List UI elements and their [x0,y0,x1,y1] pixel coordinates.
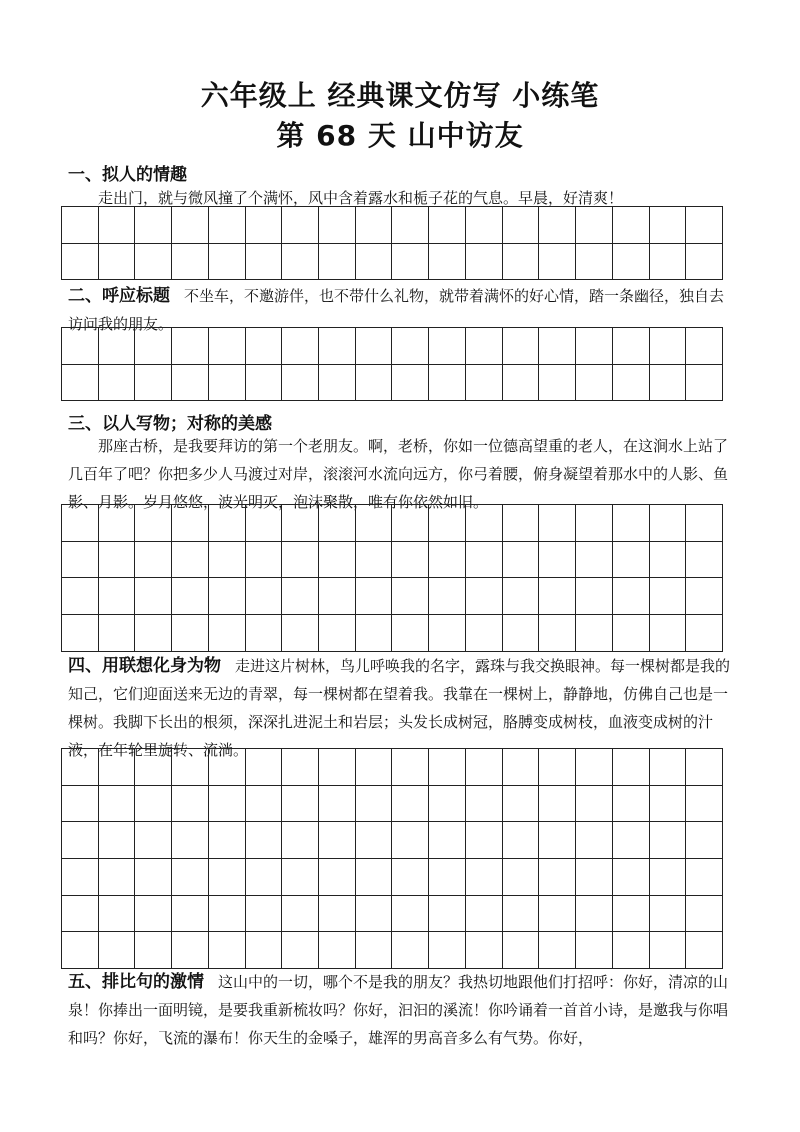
grid-cell[interactable] [172,615,209,652]
grid-cell[interactable] [613,505,650,542]
grid-cell[interactable] [429,365,466,402]
grid-cell[interactable] [503,615,540,652]
grid-cell[interactable] [429,207,466,244]
grid-cell[interactable] [209,932,246,969]
grid-cell[interactable] [466,822,503,859]
grid-cell[interactable] [686,932,723,969]
grid-cell[interactable] [135,244,172,281]
grid-cell[interactable] [539,207,576,244]
writing-grid-2[interactable] [61,327,723,401]
grid-cell[interactable] [135,365,172,402]
grid-cell[interactable] [356,207,393,244]
grid-cell[interactable] [62,896,99,933]
grid-cell[interactable] [503,932,540,969]
grid-cell[interactable] [503,859,540,896]
grid-cell[interactable] [282,244,319,281]
grid-cell[interactable] [319,207,356,244]
grid-cell[interactable] [576,328,613,365]
grid-cell[interactable] [282,932,319,969]
grid-cell[interactable] [282,859,319,896]
grid-cell[interactable] [209,896,246,933]
grid-cell[interactable] [135,749,172,786]
grid-cell[interactable] [686,328,723,365]
grid-cell[interactable] [282,505,319,542]
grid-cell[interactable] [429,542,466,579]
grid-cell[interactable] [356,244,393,281]
grid-cell[interactable] [613,786,650,823]
grid-cell[interactable] [466,244,503,281]
grid-cell[interactable] [319,244,356,281]
grid-cell[interactable] [686,505,723,542]
grid-cell[interactable] [503,365,540,402]
grid-cell[interactable] [503,896,540,933]
grid-cell[interactable] [319,932,356,969]
section-5-text: 这山中的一切，哪个不是我的朋友？我热切地跟他们打招呼：你好，清凉的山泉！你捧出一面明镜，是要我重新梳妆吗？你好，汩汩的溪流！你吟诵着一首首小诗，是邀我与你唱和吗？你好，飞流的瀑布！你天生的金嗓子，雄浑的男高音多么有气势。你好， [68,973,729,1047]
grid-cell[interactable] [99,615,136,652]
grid-cell[interactable] [99,578,136,615]
grid-cell[interactable] [282,615,319,652]
grid-cell[interactable] [466,786,503,823]
section-4-text: 走进这片树林，鸟儿呼唤我的名字，露珠与我交换眼神。每一棵树都是我的知己，它们迎面送来无边的青翠，每一棵树都在望着我。我靠在一棵树上，静静地，仿佛自己也是一棵树。我脚下长出的根须，深深扎进泥土和岩层；头发长成树冠，胳膊变成树枝，血液变成树的汁液，在年轮里旋转、流淌。 [68,657,731,759]
grid-cell[interactable] [62,505,99,542]
grid-cell[interactable] [356,615,393,652]
grid-cell[interactable] [319,578,356,615]
grid-cell[interactable] [539,365,576,402]
grid-cell[interactable] [539,786,576,823]
grid-cell[interactable] [209,365,246,402]
grid-cell[interactable] [613,859,650,896]
grid-cell[interactable] [576,244,613,281]
writing-grid-4[interactable] [61,748,723,969]
grid-cell[interactable] [539,859,576,896]
grid-cell[interactable] [62,365,99,402]
grid-cell[interactable] [319,822,356,859]
grid-cell[interactable] [503,749,540,786]
grid-cell[interactable] [282,749,319,786]
grid-cell[interactable] [99,859,136,896]
grid-cell[interactable] [62,615,99,652]
grid-cell[interactable] [62,786,99,823]
grid-cell[interactable] [209,859,246,896]
grid-cell[interactable] [466,328,503,365]
grid-cell[interactable] [172,328,209,365]
grid-cell[interactable] [392,786,429,823]
grid-cell[interactable] [246,207,283,244]
grid-cell[interactable] [172,505,209,542]
grid-cell[interactable] [99,244,136,281]
grid-cell[interactable] [576,542,613,579]
grid-cell[interactable] [650,822,687,859]
grid-cell[interactable] [356,786,393,823]
grid-cell[interactable] [356,932,393,969]
grid-cell[interactable] [356,859,393,896]
grid-cell[interactable] [392,328,429,365]
grid-cell[interactable] [539,505,576,542]
grid-cell[interactable] [246,244,283,281]
grid-cell[interactable] [503,578,540,615]
grid-cell[interactable] [686,365,723,402]
grid-cell[interactable] [613,749,650,786]
grid-cell[interactable] [319,542,356,579]
grid-cell[interactable] [135,505,172,542]
grid-cell[interactable] [429,822,466,859]
grid-cell[interactable] [319,328,356,365]
grid-cell[interactable] [246,822,283,859]
grid-cell[interactable] [246,328,283,365]
grid-cell[interactable] [466,749,503,786]
grid-cell[interactable] [650,328,687,365]
grid-cell[interactable] [99,896,136,933]
grid-cell[interactable] [209,615,246,652]
grid-cell[interactable] [392,207,429,244]
grid-cell[interactable] [503,328,540,365]
grid-cell[interactable] [172,896,209,933]
grid-cell[interactable] [503,786,540,823]
grid-cell[interactable] [319,786,356,823]
grid-cell[interactable] [99,505,136,542]
grid-cell[interactable] [539,822,576,859]
grid-cell[interactable] [209,749,246,786]
grid-cell[interactable] [319,896,356,933]
grid-cell[interactable] [613,822,650,859]
grid-cell[interactable] [576,578,613,615]
grid-cell[interactable] [613,542,650,579]
section-2-text: 不坐车，不邀游伴，也不带什么礼物，就带着满怀的好心情，踏一条幽径，独自去访问我的朋友。 [68,287,725,333]
grid-cell[interactable] [466,542,503,579]
grid-cell[interactable] [650,615,687,652]
grid-cell[interactable] [209,505,246,542]
grid-cell[interactable] [650,749,687,786]
grid-cell[interactable] [246,578,283,615]
grid-cell[interactable] [99,365,136,402]
grid-cell[interactable] [392,615,429,652]
grid-cell[interactable] [686,749,723,786]
grid-cell[interactable] [392,365,429,402]
grid-cell[interactable] [576,749,613,786]
grid-cell[interactable] [99,207,136,244]
grid-cell[interactable] [356,749,393,786]
grid-cell[interactable] [466,365,503,402]
grid-cell[interactable] [209,786,246,823]
grid-cell[interactable] [62,542,99,579]
grid-cell[interactable] [172,207,209,244]
grid-cell[interactable] [282,542,319,579]
grid-cell[interactable] [282,786,319,823]
grid-cell[interactable] [650,207,687,244]
grid-cell[interactable] [209,244,246,281]
grid-cell[interactable] [319,615,356,652]
grid-cell[interactable] [466,578,503,615]
grid-cell[interactable] [246,749,283,786]
grid-cell[interactable] [356,365,393,402]
grid-cell[interactable] [613,244,650,281]
grid-cell[interactable] [246,896,283,933]
grid-cell[interactable] [429,615,466,652]
grid-cell[interactable] [686,822,723,859]
grid-cell[interactable] [613,896,650,933]
grid-cell[interactable] [172,932,209,969]
grid-cell[interactable] [576,932,613,969]
grid-cell[interactable] [686,542,723,579]
grid-cell[interactable] [319,505,356,542]
grid-cell[interactable] [429,749,466,786]
grid-cell[interactable] [576,822,613,859]
section-4-heading: 四、用联想化身为物 [68,656,221,676]
grid-cell[interactable] [135,615,172,652]
grid-cell[interactable] [539,615,576,652]
grid-cell[interactable] [466,615,503,652]
grid-cell[interactable] [282,207,319,244]
grid-cell[interactable] [135,328,172,365]
grid-cell[interactable] [576,615,613,652]
grid-cell[interactable] [576,207,613,244]
grid-cell[interactable] [613,615,650,652]
grid-cell[interactable] [466,505,503,542]
grid-cell[interactable] [392,749,429,786]
grid-cell[interactable] [62,207,99,244]
grid-cell[interactable] [209,822,246,859]
grid-cell[interactable] [319,749,356,786]
grid-cell[interactable] [209,328,246,365]
grid-cell[interactable] [356,542,393,579]
grid-cell[interactable] [172,244,209,281]
grid-cell[interactable] [99,932,136,969]
grid-cell[interactable] [686,896,723,933]
grid-cell[interactable] [392,505,429,542]
grid-cell[interactable] [429,505,466,542]
grid-cell[interactable] [466,207,503,244]
grid-cell[interactable] [650,786,687,823]
grid-cell[interactable] [429,896,466,933]
grid-cell[interactable] [62,749,99,786]
grid-cell[interactable] [282,365,319,402]
grid-cell[interactable] [539,328,576,365]
grid-cell[interactable] [503,244,540,281]
grid-cell[interactable] [613,328,650,365]
grid-cell[interactable] [209,207,246,244]
grid-cell[interactable] [686,578,723,615]
grid-cell[interactable] [429,328,466,365]
grid-cell[interactable] [209,542,246,579]
grid-cell[interactable] [576,859,613,896]
grid-cell[interactable] [135,578,172,615]
grid-cell[interactable] [466,932,503,969]
worksheet-subtitle: 第 68 天 山中访友 [276,119,524,152]
grid-cell[interactable] [62,822,99,859]
grid-cell[interactable] [686,207,723,244]
grid-cell[interactable] [356,505,393,542]
section-1-text: 走出门，就与微风撞了个满怀，风中含着露水和栀子花的气息。早晨，好清爽！ [98,189,624,207]
grid-cell[interactable] [99,822,136,859]
grid-cell[interactable] [356,578,393,615]
grid-cell[interactable] [172,749,209,786]
grid-cell[interactable] [503,542,540,579]
grid-cell[interactable] [99,786,136,823]
grid-cell[interactable] [503,207,540,244]
grid-cell[interactable] [392,822,429,859]
grid-cell[interactable] [135,896,172,933]
grid-cell[interactable] [503,822,540,859]
grid-cell[interactable] [62,328,99,365]
grid-cell[interactable] [356,328,393,365]
grid-cell[interactable] [356,822,393,859]
grid-cell[interactable] [135,859,172,896]
grid-cell[interactable] [62,932,99,969]
grid-cell[interactable] [246,505,283,542]
grid-cell[interactable] [686,615,723,652]
grid-cell[interactable] [246,786,283,823]
grid-cell[interactable] [135,207,172,244]
grid-cell[interactable] [429,578,466,615]
grid-cell[interactable] [172,365,209,402]
grid-cell[interactable] [576,896,613,933]
grid-cell[interactable] [246,932,283,969]
grid-cell[interactable] [62,578,99,615]
grid-cell[interactable] [392,244,429,281]
grid-cell[interactable] [392,542,429,579]
grid-cell[interactable] [686,859,723,896]
grid-cell[interactable] [356,896,393,933]
grid-cell[interactable] [650,542,687,579]
grid-cell[interactable] [429,786,466,823]
grid-cell[interactable] [282,896,319,933]
grid-cell[interactable] [466,896,503,933]
grid-cell[interactable] [613,578,650,615]
grid-cell[interactable] [650,578,687,615]
grid-cell[interactable] [135,932,172,969]
section-3-text: 那座古桥，是我要拜访的第一个老朋友。啊，老桥，你如一位德高望重的老人，在这涧水上站了几百年了吧？你把多少人马渡过对岸，滚滚河水流向远方，你弓着腰，俯身凝望着那水中的人影、鱼影、月影。岁月悠悠，波光明灭，泡沫聚散，唯有你依然如旧。 [68,437,729,511]
grid-cell[interactable] [539,932,576,969]
grid-cell[interactable] [172,578,209,615]
grid-cell[interactable] [539,896,576,933]
grid-cell[interactable] [539,244,576,281]
grid-cell[interactable] [650,244,687,281]
grid-cell[interactable] [246,542,283,579]
worksheet-title: 六年级上 经典课文仿写 小练笔 [200,79,600,112]
grid-cell[interactable] [172,859,209,896]
section-5-heading: 五、排比句的激情 [68,972,204,992]
grid-cell[interactable] [613,365,650,402]
grid-cell[interactable] [650,896,687,933]
grid-cell[interactable] [503,505,540,542]
writing-grid-1[interactable] [61,206,723,280]
section-3-heading: 三、以人写物；对称的美感 [68,414,272,434]
grid-cell[interactable] [172,786,209,823]
grid-cell[interactable] [576,365,613,402]
grid-cell[interactable] [539,578,576,615]
grid-cell[interactable] [62,859,99,896]
grid-cell[interactable] [282,328,319,365]
grid-cell[interactable] [62,244,99,281]
grid-cell[interactable] [172,822,209,859]
grid-cell[interactable] [392,859,429,896]
grid-cell[interactable] [392,578,429,615]
grid-cell[interactable] [246,615,283,652]
grid-cell[interactable] [135,822,172,859]
grid-cell[interactable] [319,365,356,402]
grid-cell[interactable] [99,542,136,579]
grid-cell[interactable] [650,365,687,402]
grid-cell[interactable] [209,578,246,615]
grid-cell[interactable] [539,542,576,579]
grid-cell[interactable] [613,207,650,244]
grid-cell[interactable] [246,365,283,402]
grid-cell[interactable] [613,932,650,969]
grid-cell[interactable] [172,542,209,579]
grid-cell[interactable] [650,505,687,542]
grid-cell[interactable] [429,244,466,281]
section-2-heading: 二、呼应标题 [68,286,170,306]
grid-cell[interactable] [246,859,283,896]
grid-cell[interactable] [319,859,356,896]
grid-cell[interactable] [576,786,613,823]
grid-cell[interactable] [650,859,687,896]
grid-cell[interactable] [466,859,503,896]
grid-cell[interactable] [392,896,429,933]
section-5-paragraph [68,968,730,1052]
grid-cell[interactable] [135,542,172,579]
grid-cell[interactable] [282,578,319,615]
grid-cell[interactable] [429,932,466,969]
grid-cell[interactable] [429,859,466,896]
grid-cell[interactable] [135,786,172,823]
grid-cell[interactable] [650,932,687,969]
grid-cell[interactable] [686,244,723,281]
writing-grid-3[interactable] [61,504,723,652]
section-1-heading: 一、拟人的情趣 [68,165,187,185]
grid-cell[interactable] [392,932,429,969]
grid-cell[interactable] [576,505,613,542]
grid-cell[interactable] [99,749,136,786]
grid-cell[interactable] [539,749,576,786]
grid-cell[interactable] [686,786,723,823]
grid-cell[interactable] [99,328,136,365]
grid-cell[interactable] [282,822,319,859]
